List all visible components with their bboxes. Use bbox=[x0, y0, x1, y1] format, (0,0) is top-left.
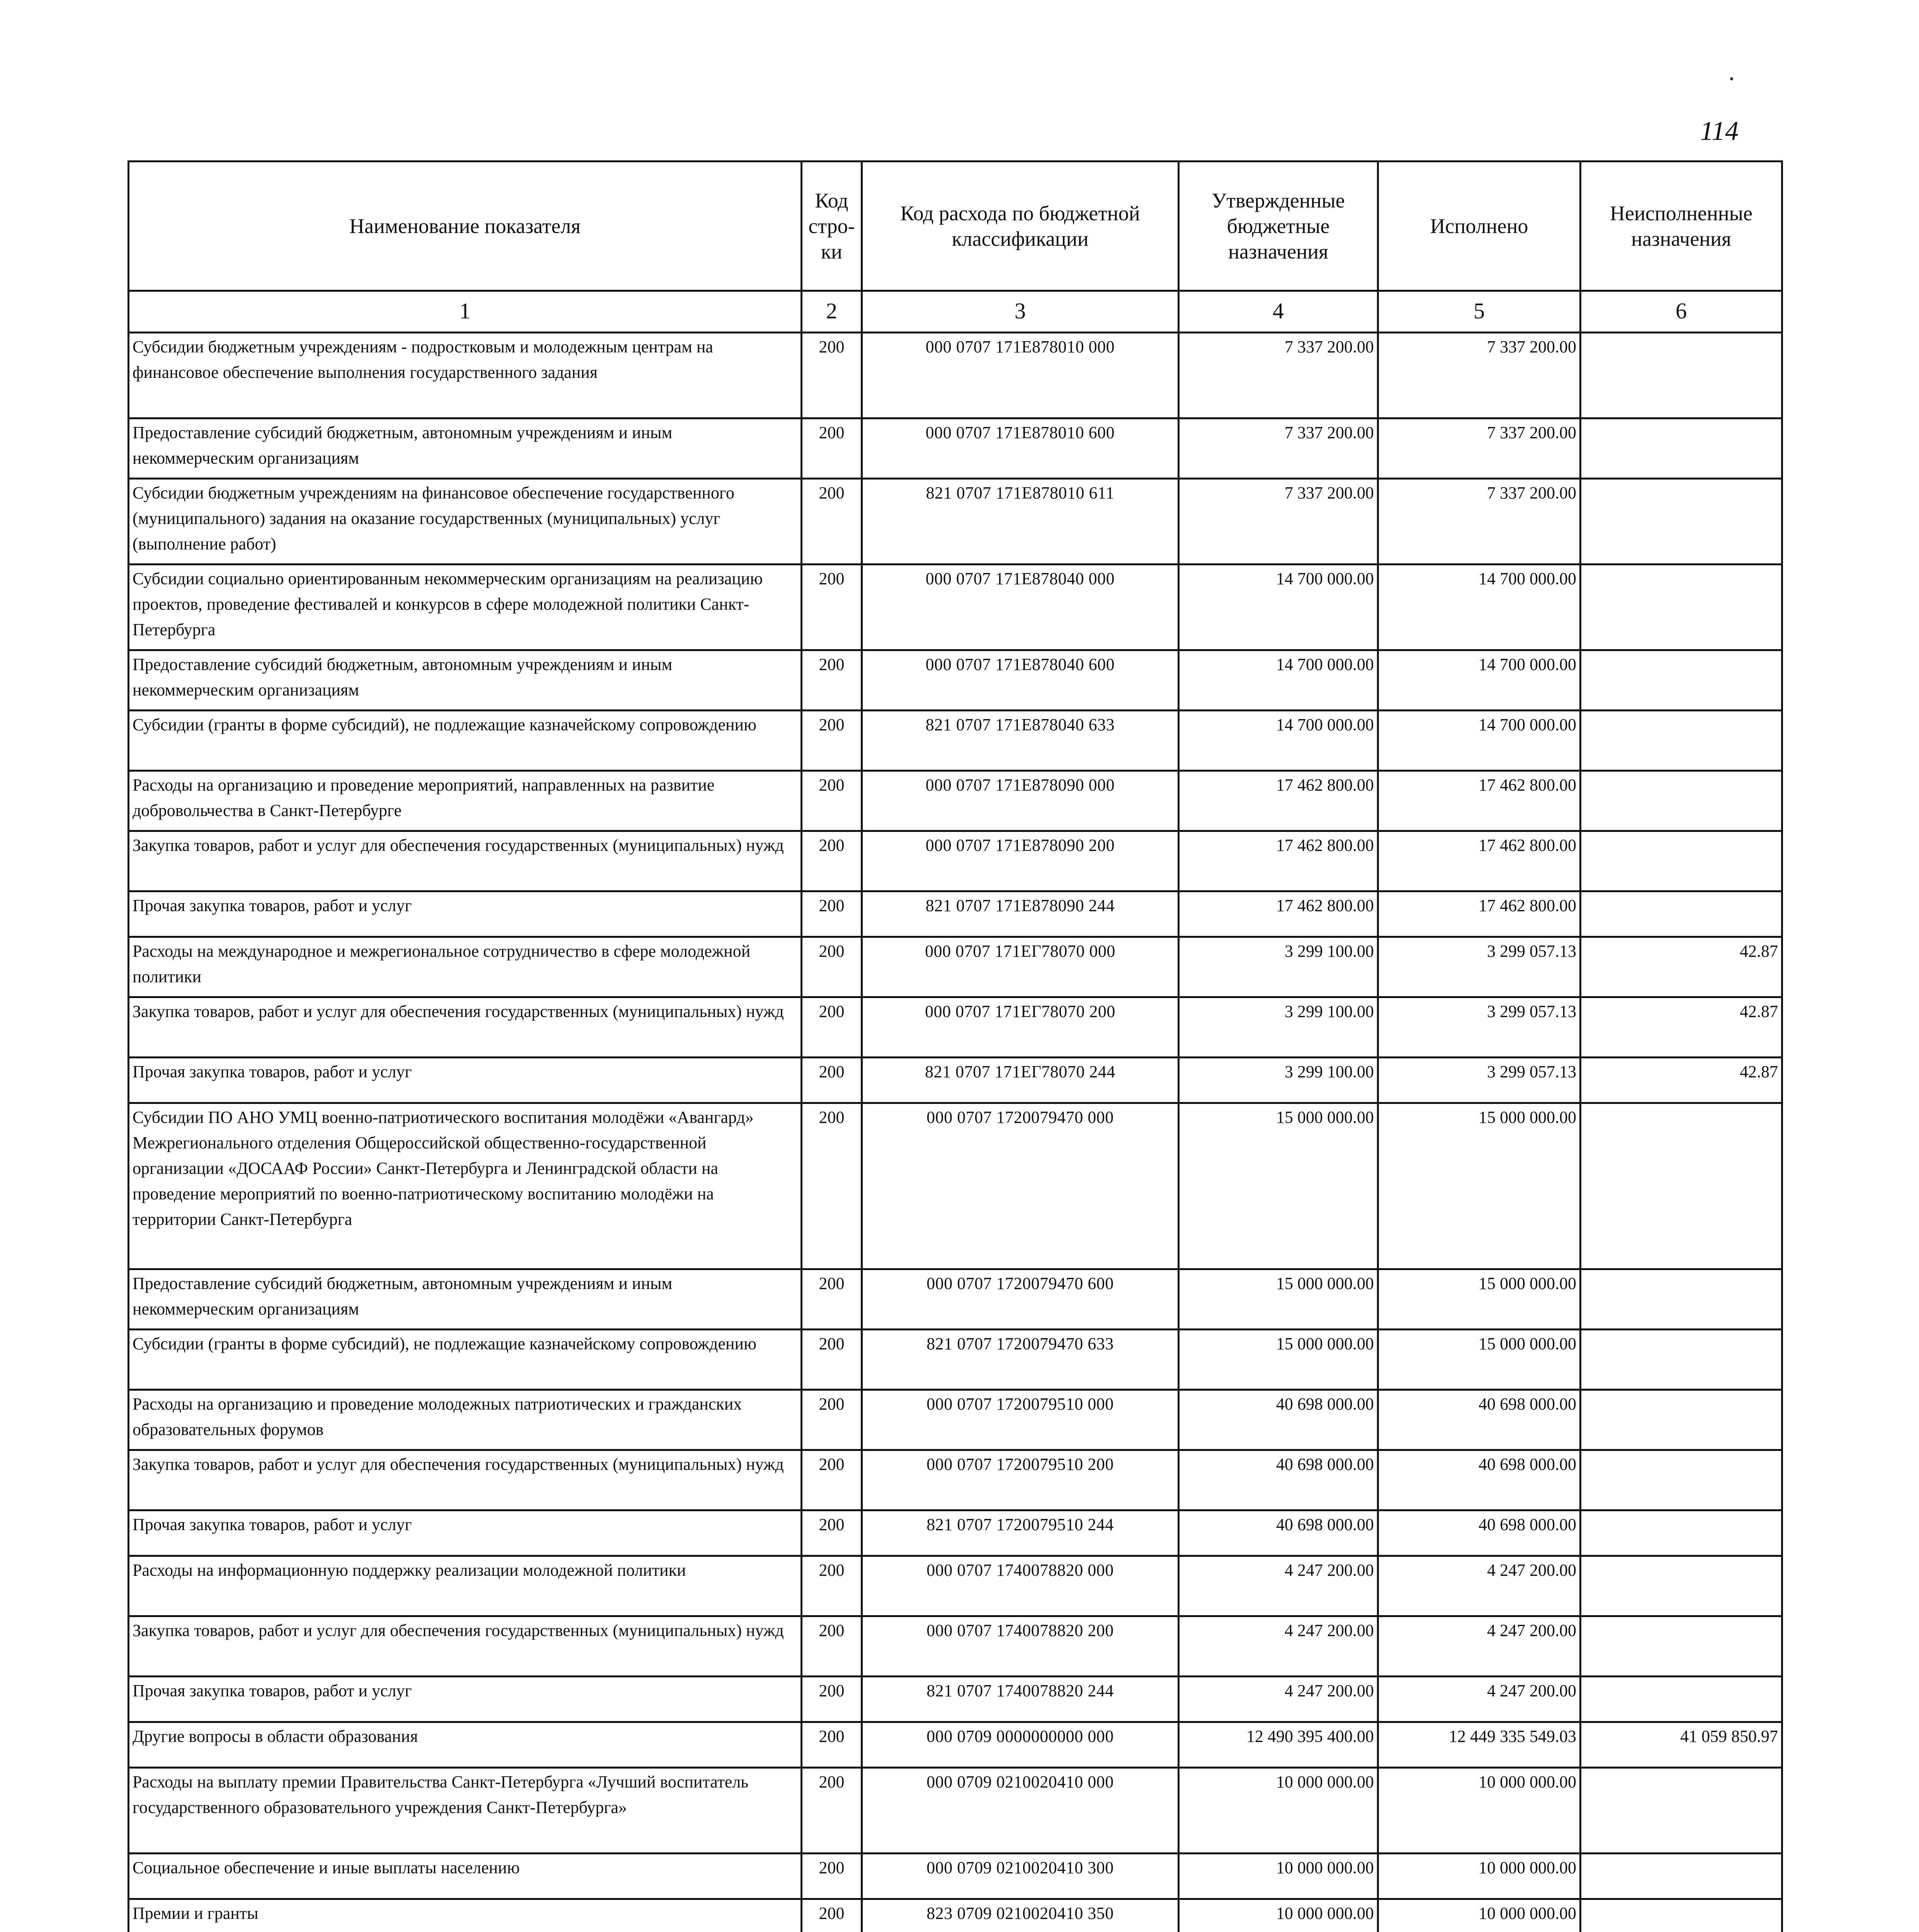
row-unexecuted-amount bbox=[1581, 1854, 1782, 1899]
row-approved-amount: 17 462 800.00 bbox=[1179, 771, 1378, 831]
row-line-code: 200 bbox=[802, 479, 862, 565]
row-line-code: 200 bbox=[802, 418, 862, 479]
row-executed-amount: 10 000 000.00 bbox=[1378, 1899, 1581, 1932]
row-line-code: 200 bbox=[802, 565, 862, 650]
row-executed-amount: 15 000 000.00 bbox=[1378, 1269, 1581, 1330]
row-line-code: 200 bbox=[802, 1103, 862, 1269]
row-kbk-code: 000 0709 0000000000 000 bbox=[862, 1722, 1179, 1768]
row-executed-amount: 40 698 000.00 bbox=[1378, 1510, 1581, 1556]
row-unexecuted-amount: 42.87 bbox=[1581, 997, 1782, 1058]
row-unexecuted-amount bbox=[1581, 1330, 1782, 1390]
header-kbk: Код расхода по бюджетной классификации bbox=[862, 162, 1179, 291]
table-row bbox=[129, 1722, 1782, 1768]
row-executed-amount: 4 247 200.00 bbox=[1378, 1616, 1581, 1677]
row-name: Прочая закупка товаров, работ и услуг bbox=[129, 1510, 802, 1556]
row-approved-amount: 10 000 000.00 bbox=[1179, 1854, 1378, 1899]
column-number: 3 bbox=[862, 291, 1179, 333]
row-executed-amount: 40 698 000.00 bbox=[1378, 1390, 1581, 1450]
row-unexecuted-amount bbox=[1581, 1899, 1782, 1932]
row-executed-amount: 10 000 000.00 bbox=[1378, 1768, 1581, 1854]
row-approved-amount: 4 247 200.00 bbox=[1179, 1616, 1378, 1677]
row-executed-amount: 17 462 800.00 bbox=[1378, 831, 1581, 891]
row-unexecuted-amount bbox=[1581, 1510, 1782, 1556]
column-numbers-row bbox=[129, 291, 1782, 333]
row-line-code: 200 bbox=[802, 831, 862, 891]
row-line-code: 200 bbox=[802, 997, 862, 1058]
table-row bbox=[129, 479, 1782, 565]
row-line-code: 200 bbox=[802, 1510, 862, 1556]
row-kbk-code: 821 0707 1720079510 244 bbox=[862, 1510, 1179, 1556]
row-unexecuted-amount bbox=[1581, 565, 1782, 650]
row-line-code: 200 bbox=[802, 1768, 862, 1854]
table-row bbox=[129, 711, 1782, 771]
row-approved-amount: 40 698 000.00 bbox=[1179, 1450, 1378, 1510]
row-unexecuted-amount bbox=[1581, 1390, 1782, 1450]
row-line-code: 200 bbox=[802, 1677, 862, 1722]
row-line-code: 200 bbox=[802, 1899, 862, 1932]
header-line-code: Код стро-ки bbox=[802, 162, 862, 291]
row-approved-amount: 10 000 000.00 bbox=[1179, 1899, 1378, 1932]
column-number: 5 bbox=[1378, 291, 1581, 333]
table-row bbox=[129, 333, 1782, 418]
row-executed-amount: 17 462 800.00 bbox=[1378, 891, 1581, 937]
table-row bbox=[129, 937, 1782, 997]
row-kbk-code: 000 0707 171ЕГ78070 000 bbox=[862, 937, 1179, 997]
header-executed: Исполнено bbox=[1378, 162, 1581, 291]
row-unexecuted-amount bbox=[1581, 650, 1782, 711]
row-kbk-code: 000 0707 1740078820 200 bbox=[862, 1616, 1179, 1677]
row-name: Субсидии ПО АНО УМЦ военно-патриотического воспитания молодёжи «Авангард» Межрегионального отделения Общероссийской общественно-государственной организации «ДОСААФ России» Санкт-Петербурга и Ленинградской области на проведение мероприятий по военно-патриотическому воспитанию молодёжи на территории Санкт-Петербурга bbox=[129, 1103, 802, 1269]
row-name: Предоставление субсидий бюджетным, автономным учреждениям и иным некоммерческим организациям bbox=[129, 418, 802, 479]
row-kbk-code: 000 0707 1720079510 000 bbox=[862, 1390, 1179, 1450]
row-executed-amount: 3 299 057.13 bbox=[1378, 997, 1581, 1058]
row-approved-amount: 14 700 000.00 bbox=[1179, 650, 1378, 711]
row-executed-amount: 3 299 057.13 bbox=[1378, 1058, 1581, 1103]
column-number: 2 bbox=[802, 291, 862, 333]
row-name: Расходы на организацию и проведение мероприятий, направленных на развитие добровольчества в Санкт-Петербурге bbox=[129, 771, 802, 831]
row-name: Прочая закупка товаров, работ и услуг bbox=[129, 1677, 802, 1722]
row-unexecuted-amount: 41 059 850.97 bbox=[1581, 1722, 1782, 1768]
row-unexecuted-amount bbox=[1581, 418, 1782, 479]
row-line-code: 200 bbox=[802, 1269, 862, 1330]
row-unexecuted-amount bbox=[1581, 1450, 1782, 1510]
table-row bbox=[129, 1899, 1782, 1932]
column-number: 4 bbox=[1179, 291, 1378, 333]
table-row bbox=[129, 891, 1782, 937]
row-unexecuted-amount: 42.87 bbox=[1581, 1058, 1782, 1103]
row-unexecuted-amount bbox=[1581, 1768, 1782, 1854]
table-row bbox=[129, 1510, 1782, 1556]
header-unexecuted: Неисполненные назначения bbox=[1581, 162, 1782, 291]
row-line-code: 200 bbox=[802, 333, 862, 418]
row-kbk-code: 821 0707 171Е878040 633 bbox=[862, 711, 1179, 771]
row-kbk-code: 000 0707 171Е878010 600 bbox=[862, 418, 1179, 479]
table-row bbox=[129, 1450, 1782, 1510]
row-kbk-code: 000 0707 171Е878090 000 bbox=[862, 771, 1179, 831]
row-name: Расходы на выплату премии Правительства Санкт-Петербурга «Лучший воспитатель государственного образовательного учреждения Санкт-Петербурга» bbox=[129, 1768, 802, 1854]
row-approved-amount: 7 337 200.00 bbox=[1179, 418, 1378, 479]
row-executed-amount: 40 698 000.00 bbox=[1378, 1450, 1581, 1510]
row-executed-amount: 7 337 200.00 bbox=[1378, 333, 1581, 418]
row-approved-amount: 40 698 000.00 bbox=[1179, 1390, 1378, 1450]
row-line-code: 200 bbox=[802, 711, 862, 771]
row-name: Субсидии (гранты в форме субсидий), не подлежащие казначейскому сопровождению bbox=[129, 711, 802, 771]
row-approved-amount: 15 000 000.00 bbox=[1179, 1269, 1378, 1330]
row-name: Закупка товаров, работ и услуг для обеспечения государственных (муниципальных) нужд bbox=[129, 997, 802, 1058]
row-name: Социальное обеспечение и иные выплаты населению bbox=[129, 1854, 802, 1899]
row-executed-amount: 15 000 000.00 bbox=[1378, 1330, 1581, 1390]
row-approved-amount: 12 490 395 400.00 bbox=[1179, 1722, 1378, 1768]
table-row bbox=[129, 1390, 1782, 1450]
page-number: 114 bbox=[1700, 116, 1739, 146]
row-approved-amount: 17 462 800.00 bbox=[1179, 891, 1378, 937]
row-approved-amount: 3 299 100.00 bbox=[1179, 997, 1378, 1058]
row-unexecuted-amount bbox=[1581, 333, 1782, 418]
row-approved-amount: 3 299 100.00 bbox=[1179, 937, 1378, 997]
row-unexecuted-amount: 42.87 bbox=[1581, 937, 1782, 997]
row-executed-amount: 7 337 200.00 bbox=[1378, 479, 1581, 565]
table-row bbox=[129, 418, 1782, 479]
row-name: Прочая закупка товаров, работ и услуг bbox=[129, 891, 802, 937]
row-executed-amount: 14 700 000.00 bbox=[1378, 565, 1581, 650]
row-name: Расходы на информационную поддержку реализации молодежной политики bbox=[129, 1556, 802, 1616]
row-executed-amount: 10 000 000.00 bbox=[1378, 1854, 1581, 1899]
row-approved-amount: 14 700 000.00 bbox=[1179, 711, 1378, 771]
table-row bbox=[129, 650, 1782, 711]
row-line-code: 200 bbox=[802, 650, 862, 711]
row-approved-amount: 14 700 000.00 bbox=[1179, 565, 1378, 650]
budget-execution-table bbox=[127, 160, 1783, 1932]
row-unexecuted-amount bbox=[1581, 1556, 1782, 1616]
row-name: Предоставление субсидий бюджетным, автономным учреждениям и иным некоммерческим организациям bbox=[129, 650, 802, 711]
row-executed-amount: 15 000 000.00 bbox=[1378, 1103, 1581, 1269]
row-unexecuted-amount bbox=[1581, 891, 1782, 937]
row-line-code: 200 bbox=[802, 1450, 862, 1510]
table-row bbox=[129, 1103, 1782, 1269]
row-executed-amount: 14 700 000.00 bbox=[1378, 711, 1581, 771]
row-line-code: 200 bbox=[802, 1058, 862, 1103]
row-approved-amount: 17 462 800.00 bbox=[1179, 831, 1378, 891]
row-unexecuted-amount bbox=[1581, 1616, 1782, 1677]
row-approved-amount: 7 337 200.00 bbox=[1179, 333, 1378, 418]
table-row bbox=[129, 997, 1782, 1058]
row-unexecuted-amount bbox=[1581, 1677, 1782, 1722]
row-approved-amount: 7 337 200.00 bbox=[1179, 479, 1378, 565]
row-kbk-code: 000 0707 1720079510 200 bbox=[862, 1450, 1179, 1510]
row-kbk-code: 000 0707 171ЕГ78070 200 bbox=[862, 997, 1179, 1058]
row-name: Другие вопросы в области образования bbox=[129, 1722, 802, 1768]
table-row bbox=[129, 1330, 1782, 1390]
row-line-code: 200 bbox=[802, 1722, 862, 1768]
row-kbk-code: 000 0707 1720079470 600 bbox=[862, 1269, 1179, 1330]
row-kbk-code: 821 0707 171Е878010 611 bbox=[862, 479, 1179, 565]
row-unexecuted-amount bbox=[1581, 1103, 1782, 1269]
row-name: Расходы на международное и межрегиональное сотрудничество в сфере молодежной политики bbox=[129, 937, 802, 997]
row-unexecuted-amount bbox=[1581, 1269, 1782, 1330]
column-number: 6 bbox=[1581, 291, 1782, 333]
row-name: Субсидии бюджетным учреждениям - подростковым и молодежным центрам на финансовое обеспечение выполнения государственного задания bbox=[129, 333, 802, 418]
scan-speck bbox=[1730, 77, 1733, 80]
row-executed-amount: 14 700 000.00 bbox=[1378, 650, 1581, 711]
row-kbk-code: 823 0709 0210020410 350 bbox=[862, 1899, 1179, 1932]
row-line-code: 200 bbox=[802, 1556, 862, 1616]
table-row bbox=[129, 831, 1782, 891]
row-approved-amount: 40 698 000.00 bbox=[1179, 1510, 1378, 1556]
row-unexecuted-amount bbox=[1581, 479, 1782, 565]
row-name: Прочая закупка товаров, работ и услуг bbox=[129, 1058, 802, 1103]
row-kbk-code: 000 0709 0210020410 000 bbox=[862, 1768, 1179, 1854]
row-kbk-code: 000 0707 171Е878040 000 bbox=[862, 565, 1179, 650]
row-approved-amount: 10 000 000.00 bbox=[1179, 1768, 1378, 1854]
row-approved-amount: 3 299 100.00 bbox=[1179, 1058, 1378, 1103]
row-line-code: 200 bbox=[802, 937, 862, 997]
row-kbk-code: 000 0707 171Е878010 000 bbox=[862, 333, 1179, 418]
row-name: Субсидии бюджетным учреждениям на финансовое обеспечение государственного (муниципального) задания на оказание государственных (муниципальных) услуг (выполнение работ) bbox=[129, 479, 802, 565]
table-row bbox=[129, 1556, 1782, 1616]
header-name: Наименование показателя bbox=[129, 162, 802, 291]
row-unexecuted-amount bbox=[1581, 711, 1782, 771]
row-name: Предоставление субсидий бюджетным, автономным учреждениям и иным некоммерческим организациям bbox=[129, 1269, 802, 1330]
row-executed-amount: 3 299 057.13 bbox=[1378, 937, 1581, 997]
row-name: Премии и гранты bbox=[129, 1899, 802, 1932]
row-name: Закупка товаров, работ и услуг для обеспечения государственных (муниципальных) нужд bbox=[129, 831, 802, 891]
table-row bbox=[129, 1677, 1782, 1722]
row-executed-amount: 7 337 200.00 bbox=[1378, 418, 1581, 479]
header-approved: Утвержденные бюджетные назначения bbox=[1179, 162, 1378, 291]
row-name: Расходы на организацию и проведение молодежных патриотических и гражданских образовательных форумов bbox=[129, 1390, 802, 1450]
header-row bbox=[129, 162, 1782, 291]
table-row bbox=[129, 1269, 1782, 1330]
row-kbk-code: 821 0707 171Е878090 244 bbox=[862, 891, 1179, 937]
row-approved-amount: 4 247 200.00 bbox=[1179, 1677, 1378, 1722]
row-line-code: 200 bbox=[802, 1330, 862, 1390]
row-executed-amount: 17 462 800.00 bbox=[1378, 771, 1581, 831]
row-name: Субсидии (гранты в форме субсидий), не подлежащие казначейскому сопровождению bbox=[129, 1330, 802, 1390]
row-executed-amount: 12 449 335 549.03 bbox=[1378, 1722, 1581, 1768]
row-kbk-code: 000 0707 1740078820 000 bbox=[862, 1556, 1179, 1616]
table-row bbox=[129, 1768, 1782, 1854]
row-line-code: 200 bbox=[802, 1390, 862, 1450]
table-row bbox=[129, 1854, 1782, 1899]
table-row bbox=[129, 565, 1782, 650]
table-row bbox=[129, 1616, 1782, 1677]
row-line-code: 200 bbox=[802, 1616, 862, 1677]
row-line-code: 200 bbox=[802, 771, 862, 831]
row-name: Субсидии социально ориентированным некоммерческим организациям на реализацию проектов, проведение фестивалей и конкурсов в сфере молодежной политики Санкт-Петербурга bbox=[129, 565, 802, 650]
row-kbk-code: 000 0707 1720079470 000 bbox=[862, 1103, 1179, 1269]
row-line-code: 200 bbox=[802, 1854, 862, 1899]
row-kbk-code: 821 0707 171ЕГ78070 244 bbox=[862, 1058, 1179, 1103]
row-kbk-code: 000 0709 0210020410 300 bbox=[862, 1854, 1179, 1899]
row-name: Закупка товаров, работ и услуг для обеспечения государственных (муниципальных) нужд bbox=[129, 1450, 802, 1510]
row-approved-amount: 15 000 000.00 bbox=[1179, 1330, 1378, 1390]
row-unexecuted-amount bbox=[1581, 771, 1782, 831]
row-executed-amount: 4 247 200.00 bbox=[1378, 1556, 1581, 1616]
row-unexecuted-amount bbox=[1581, 831, 1782, 891]
row-executed-amount: 4 247 200.00 bbox=[1378, 1677, 1581, 1722]
row-approved-amount: 15 000 000.00 bbox=[1179, 1103, 1378, 1269]
table-row bbox=[129, 1058, 1782, 1103]
row-kbk-code: 000 0707 171Е878040 600 bbox=[862, 650, 1179, 711]
table-row bbox=[129, 771, 1782, 831]
row-kbk-code: 821 0707 1720079470 633 bbox=[862, 1330, 1179, 1390]
row-kbk-code: 000 0707 171Е878090 200 bbox=[862, 831, 1179, 891]
row-line-code: 200 bbox=[802, 891, 862, 937]
column-number: 1 bbox=[129, 291, 802, 333]
row-approved-amount: 4 247 200.00 bbox=[1179, 1556, 1378, 1616]
row-name: Закупка товаров, работ и услуг для обеспечения государственных (муниципальных) нужд bbox=[129, 1616, 802, 1677]
row-kbk-code: 821 0707 1740078820 244 bbox=[862, 1677, 1179, 1722]
